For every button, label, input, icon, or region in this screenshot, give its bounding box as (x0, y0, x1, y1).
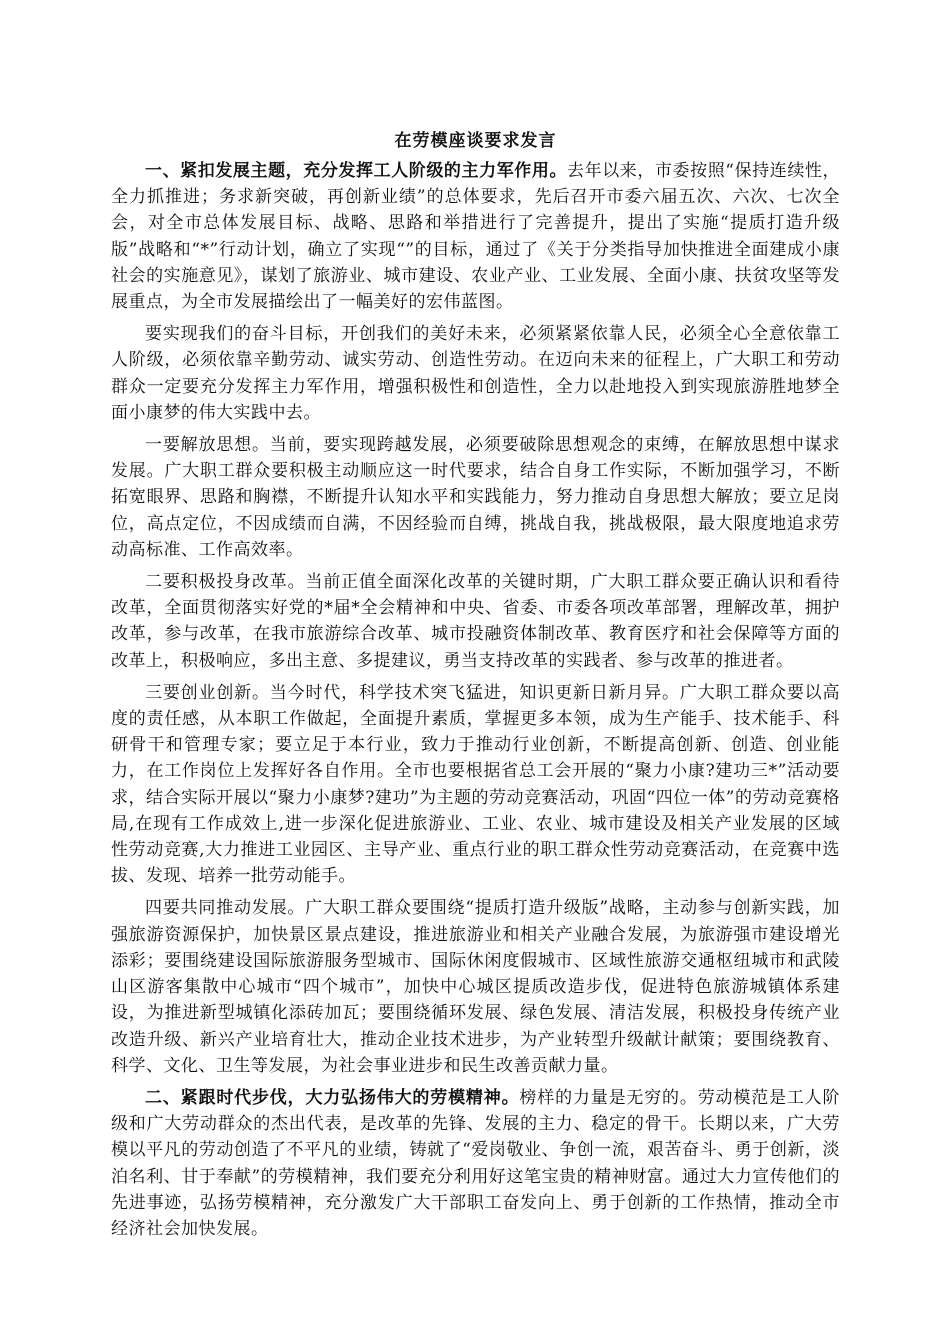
section-heading: 二、紧跟时代步伐，大力弘扬伟大的劳模精神。 (145, 1087, 520, 1108)
document-title: 在劳模座谈要求发言 (394, 131, 557, 151)
paragraph-text: 榜样的力量是无穷的。劳动模范是工人阶级和广大劳动群众的杰出代表，是改革的先锋、发展的主力、稳定的骨干。长期以来，广大劳模以平凡的劳动创造了不平凡的业绩，铸就了“爱岗敬业、争创一流，艰苦奋斗、勇于创新，淡泊名利、甘于奉献”的劳模精神，我们要充分利用好这笔宝贵的精神财富。通过大力宣传他们的先进事迹，弘扬劳模精神，充分激发广大干部职工奋发向上、勇于创新的工作热情，推动全市经济社会加快发展。 (111, 1087, 841, 1239)
paragraph (111, 432, 840, 563)
paragraph (111, 158, 840, 315)
paragraph-text: 三要创业创新。当今时代，科学技术突飞猛进，知识更新日新月异。广大职工群众要以高度的责任感，从本职工作做起，全面提升素质，掌握更多本领，成为生产能手、技术能手、科研骨干和管理专家；要立足于本行业，致力于推动行业创新，不断提高创新、创造、创业能力，在工作岗位上发挥好各自作用。全市也要根据省总工会开展的“聚力小康?建功三*”活动要求，结合实际开展以“聚力小康梦?建功”为主题的劳动竞赛活动，巩固“四位一体”的劳动竞赛格局,在现有工作成效上,进一步深化促进旅游业、工业、农业、城市建设及相关产业发展的区域性劳动竞赛,大力推进工业园区、主导产业、重点行业的职工群众性劳动竞赛活动，在竞赛中选拔、发现、培养一批劳动能手。 (111, 682, 840, 887)
paragraph (111, 321, 840, 426)
paragraph-text: 一要解放思想。当前，要实现跨越发展，必须要破除思想观念的束缚，在解放思想中谋求发展。广大职工群众要积极主动顺应这一时代要求，结合自身工作实际，不断加强学习，不断拓宽眼界、思路和胸襟，不断提升认知水平和实践能力，努力推动自身思想大解放；要立足岗位，高点定位，不因成绩而自满，不因经验而自缚，挑战自我，挑战极限，最大限度地追求劳动高标准、工作高效率。 (111, 435, 840, 560)
section-heading: 一、紧扣发展主题，充分发挥工人阶级的主力军作用。 (145, 161, 568, 181)
paragraph (111, 680, 840, 890)
paragraph (111, 895, 840, 1078)
paragraph-text: 四要共同推动发展。广大职工群众要围绕“提质打造升级版”战略，主动参与创新实践，加强旅游资源保护，加快景区景点建设，推进旅游业和相关产业融合发展，为旅游强市建设增光添彩；要围绕建设国际旅游服务型城市、国际休闲度假城市、区域性旅游交通枢纽城市和武陵山区游客集散中心城市“四个城市”，加快中心城区提质改造步伐，促进特色旅游城镇体系建设，为推进新型城镇化添砖加瓦；要围绕循环发展、绿色发展、清洁发展，积极投身传统产业改造升级、新兴产业培育壮大，推动企业技术进步，为产业转型升级献计献策；要围绕教育、科学、文化、卫生等发展，为社会事业进步和民生改善贡献力量。 (111, 898, 840, 1076)
paragraph-text: 二要积极投身改革。当前正值全面深化改革的关键时期，广大职工群众要正确认识和看待改革，全面贯彻落实好党的*届*全会精神和中央、省委、市委各项改革部署，理解改革，拥护改革，参与改革，在我市旅游综合改革、城市投融资体制改革、教育医疗和社会保障等方面的改革上，积极响应，多出主意、多提建议，勇当支持改革的实践者、参与改革的推进者。 (111, 572, 840, 671)
paragraph-text: 要实现我们的奋斗目标，开创我们的美好未来，必须紧紧依靠人民，必须全心全意依靠工人阶级，必须依靠辛勤劳动、诚实劳动、创造性劳动。在迈向未来的征程上，广大职工和劳动群众一定要充分发挥主力军作用，增强积极性和创造性，全力以赴地投入到实现旅游胜地梦全面小康梦的伟大实践中去。 (111, 324, 840, 423)
document-body (111, 128, 840, 1248)
paragraph-text: 去年以来，市委按照“保持连续性，全力抓推进；务求新突破，再创新业绩”的总体要求，先后召开市委六届五次、六次、七次全会，对全市总体发展目标、战略、思路和举措进行了完善提升，提出了实施“提质打造升级版”战略和“*”行动计划，确立了实现“”的目标，通过了《关于分类指导加快推进全面建成小康社会的实施意见》，谋划了旅游业、城市建设、农业产业、工业发展、全面小康、扶贫攻坚等发展重点，为全市发展描绘出了一幅美好的宏伟蓝图。 (111, 161, 840, 313)
paragraph (111, 569, 840, 674)
paragraph (111, 1085, 840, 1242)
